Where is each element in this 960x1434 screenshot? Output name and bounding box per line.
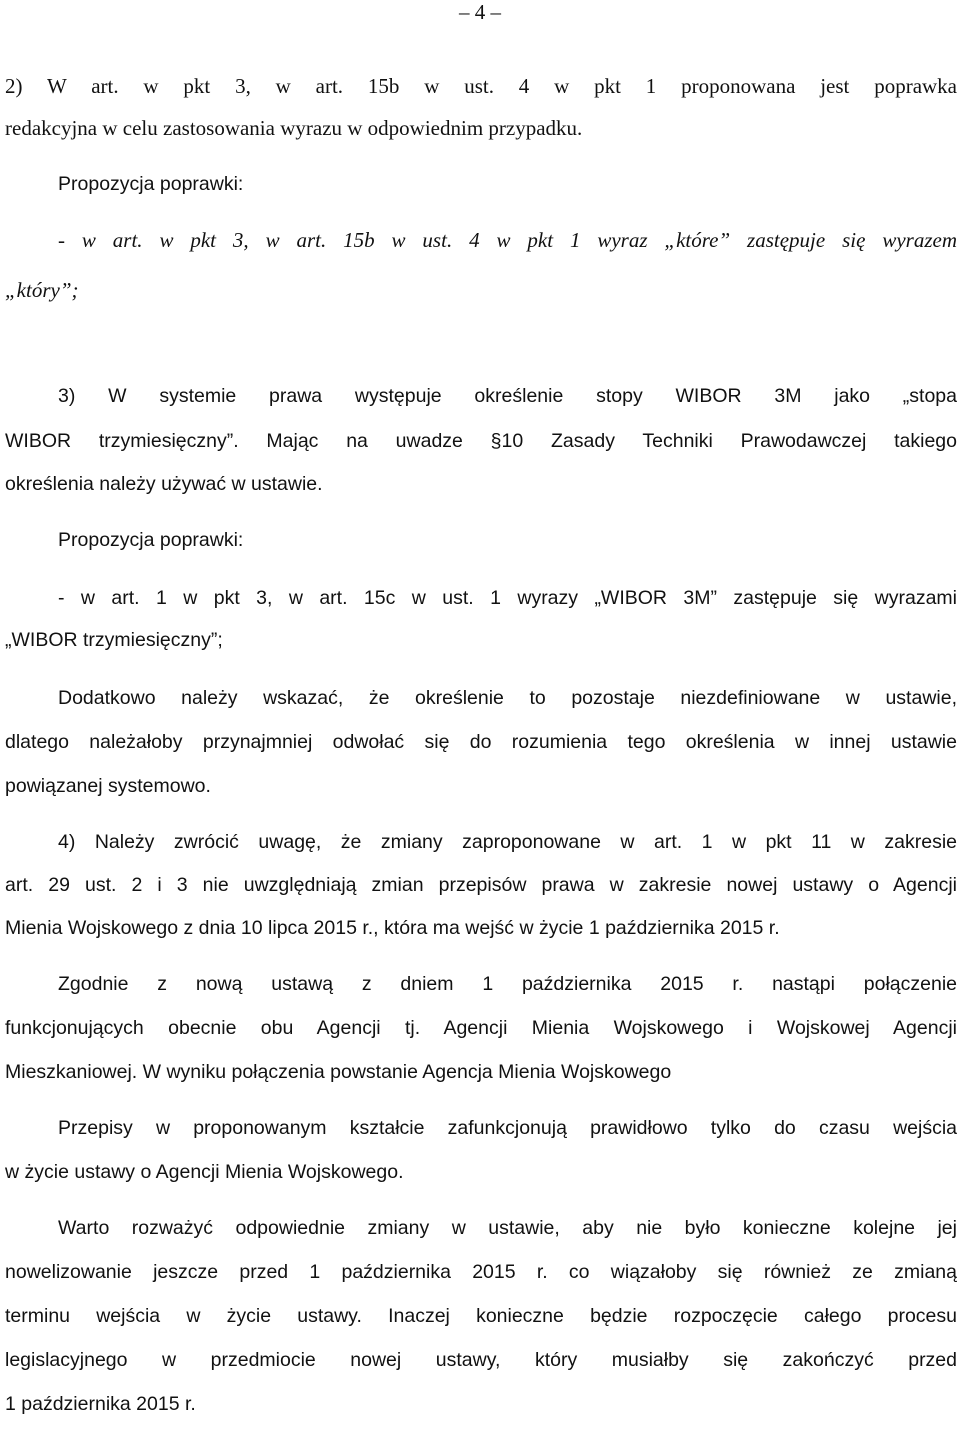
text-line: Mienia Wojskowego z dnia 10 lipca 2015 r., która ma wejść w życie 1 października 2015 r. xyxy=(5,917,780,939)
text-line: „WIBOR trzymiesięczny”; xyxy=(5,629,223,651)
text-line: - w art. w pkt 3, w art. 15b w ust. 4 w pkt 1 wyraz „które” zastępuje się wyrazem xyxy=(58,228,957,252)
text-line: 3) W systemie prawa występuje określenie stopy WIBOR 3M jako „stopa xyxy=(58,385,957,407)
text-line: Mieszkaniowej. W wyniku połączenia powstanie Agencja Mienia Wojskowego xyxy=(5,1061,672,1083)
text-line: legislacyjnego w przedmiocie nowej ustawy, który musiałby się zakończyć przed xyxy=(5,1349,957,1371)
text-line: WIBOR trzymiesięczny”. Mając na uwadze §10 Zasady Techniki Prawodawczej takiego xyxy=(5,430,957,452)
text-line: Dodatkowo należy wskazać, że określenie to pozostaje niezdefiniowane w ustawie, xyxy=(58,687,957,709)
text-line: terminu wejścia w życie ustawy. Inaczej konieczne będzie rozpoczęcie całego procesu xyxy=(5,1305,957,1327)
page-number: – 4 – xyxy=(459,0,501,24)
text-line: Przepisy w proponowanym kształcie zafunkcjonują prawidłowo tylko do czasu wejścia xyxy=(58,1117,957,1139)
text-line: Propozycja poprawki: xyxy=(58,173,244,195)
text-line: 2) W art. w pkt 3, w art. 15b w ust. 4 w pkt 1 proponowana jest poprawka xyxy=(5,74,957,98)
text-line: 4) Należy zwrócić uwagę, że zmiany zaproponowane w art. 1 w pkt 11 w zakresie xyxy=(58,831,957,853)
text-line: „który”; xyxy=(5,278,79,302)
text-line: określenia należy używać w ustawie. xyxy=(5,473,323,495)
text-line: funkcjonujących obecnie obu Agencji tj. Agencji Mienia Wojskowego i Wojskowej Agencji xyxy=(5,1017,957,1039)
text-line: - w art. 1 w pkt 3, w art. 15c w ust. 1 wyrazy „WIBOR 3M” zastępuje się wyrazami xyxy=(58,587,957,609)
text-line: Propozycja poprawki: xyxy=(58,529,244,551)
text-line: redakcyjna w celu zastosowania wyrazu w odpowiednim przypadku. xyxy=(5,116,583,140)
text-line: art. 29 ust. 2 i 3 nie uwzględniają zmian przepisów prawa w zakresie nowej ustawy o Agencji xyxy=(5,874,957,896)
text-line: dlatego należałoby przynajmniej odwołać się do rozumienia tego określenia w innej ustawie xyxy=(5,731,957,753)
text-line: w życie ustawy o Agencji Mienia Wojskowego. xyxy=(5,1161,404,1183)
text-line: 1 października 2015 r. xyxy=(5,1393,196,1415)
text-line: nowelizowanie jeszcze przed 1 października 2015 r. co wiązałoby się również ze zmianą xyxy=(5,1261,957,1283)
text-line: Warto rozważyć odpowiednie zmiany w ustawie, aby nie było konieczne kolejne jej xyxy=(58,1217,957,1239)
text-line: powiązanej systemowo. xyxy=(5,775,211,797)
text-line: Zgodnie z nową ustawą z dniem 1 października 2015 r. nastąpi połączenie xyxy=(58,973,957,995)
